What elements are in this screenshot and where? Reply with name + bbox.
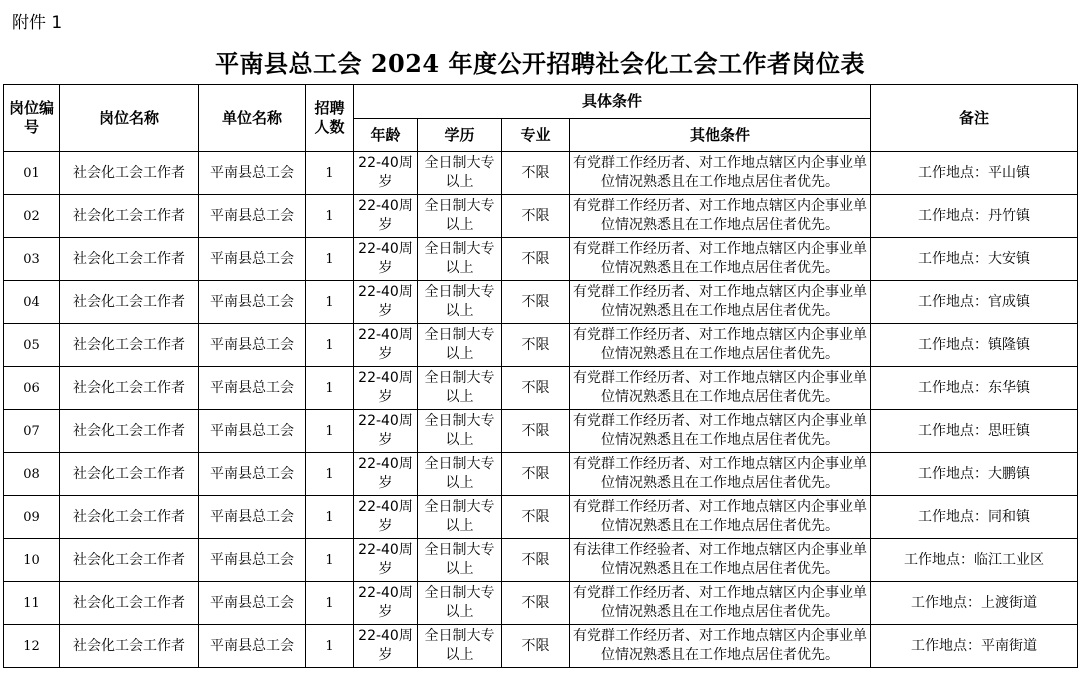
count-cell: 1 <box>306 539 354 582</box>
count-cell: 1 <box>306 281 354 324</box>
count-cell: 1 <box>306 625 354 668</box>
education-cell: 全日制大专以上 <box>418 152 502 195</box>
post-no-cell: 01 <box>4 152 60 195</box>
note-cell: 工作地点：官成镇 <box>871 281 1078 324</box>
education-cell: 全日制大专以上 <box>418 625 502 668</box>
other-conditions-cell: 有党群工作经历者、对工作地点辖区内企事业单位情况熟悉且在工作地点居住者优先。 <box>570 324 871 367</box>
age-cell: 22-40周岁 <box>354 367 418 410</box>
post-name-cell: 社会化工会工作者 <box>60 324 199 367</box>
education-cell: 全日制大专以上 <box>418 195 502 238</box>
header-major: 专业 <box>502 119 570 152</box>
age-cell: 22-40周岁 <box>354 539 418 582</box>
major-cell: 不限 <box>502 582 570 625</box>
age-cell: 22-40周岁 <box>354 152 418 195</box>
post-name-cell: 社会化工会工作者 <box>60 582 199 625</box>
post-name-cell: 社会化工会工作者 <box>60 281 199 324</box>
other-conditions-cell: 有党群工作经历者、对工作地点辖区内企事业单位情况熟悉且在工作地点居住者优先。 <box>570 496 871 539</box>
header-education: 学历 <box>418 119 502 152</box>
count-cell: 1 <box>306 367 354 410</box>
post-name-cell: 社会化工会工作者 <box>60 367 199 410</box>
table-row <box>4 539 1078 582</box>
other-conditions-cell: 有党群工作经历者、对工作地点辖区内企事业单位情况熟悉且在工作地点居住者优先。 <box>570 152 871 195</box>
other-conditions-cell: 有党群工作经历者、对工作地点辖区内企事业单位情况熟悉且在工作地点居住者优先。 <box>570 582 871 625</box>
age-cell: 22-40周岁 <box>354 238 418 281</box>
header-age: 年龄 <box>354 119 418 152</box>
unit-name-cell: 平南县总工会 <box>199 152 306 195</box>
post-no-cell: 12 <box>4 625 60 668</box>
post-name-cell: 社会化工会工作者 <box>60 496 199 539</box>
unit-name-cell: 平南县总工会 <box>199 539 306 582</box>
other-conditions-cell: 有党群工作经历者、对工作地点辖区内企事业单位情况熟悉且在工作地点居住者优先。 <box>570 410 871 453</box>
age-cell: 22-40周岁 <box>354 410 418 453</box>
count-cell: 1 <box>306 324 354 367</box>
header-other: 其他条件 <box>570 119 871 152</box>
count-cell: 1 <box>306 582 354 625</box>
major-cell: 不限 <box>502 324 570 367</box>
unit-name-cell: 平南县总工会 <box>199 238 306 281</box>
unit-name-cell: 平南县总工会 <box>199 281 306 324</box>
header-conditions: 具体条件 <box>354 85 871 119</box>
note-cell: 工作地点：平南街道 <box>871 625 1078 668</box>
unit-name-cell: 平南县总工会 <box>199 195 306 238</box>
post-name-cell: 社会化工会工作者 <box>60 195 199 238</box>
post-no-cell: 10 <box>4 539 60 582</box>
note-cell: 工作地点：大安镇 <box>871 238 1078 281</box>
table-row <box>4 453 1078 496</box>
note-cell: 工作地点：上渡街道 <box>871 582 1078 625</box>
other-conditions-cell: 有党群工作经历者、对工作地点辖区内企事业单位情况熟悉且在工作地点居住者优先。 <box>570 367 871 410</box>
post-no-cell: 06 <box>4 367 60 410</box>
table-row <box>4 410 1078 453</box>
header-post-name: 岗位名称 <box>60 85 199 152</box>
major-cell: 不限 <box>502 625 570 668</box>
note-cell: 工作地点：思旺镇 <box>871 410 1078 453</box>
unit-name-cell: 平南县总工会 <box>199 625 306 668</box>
education-cell: 全日制大专以上 <box>418 582 502 625</box>
count-cell: 1 <box>306 195 354 238</box>
education-cell: 全日制大专以上 <box>418 496 502 539</box>
attachment-label: 附件 1 <box>12 13 63 33</box>
other-conditions-cell: 有党群工作经历者、对工作地点辖区内企事业单位情况熟悉且在工作地点居住者优先。 <box>570 238 871 281</box>
major-cell: 不限 <box>502 281 570 324</box>
age-cell: 22-40周岁 <box>354 324 418 367</box>
unit-name-cell: 平南县总工会 <box>199 324 306 367</box>
education-cell: 全日制大专以上 <box>418 539 502 582</box>
education-cell: 全日制大专以上 <box>418 410 502 453</box>
post-name-cell: 社会化工会工作者 <box>60 453 199 496</box>
note-cell: 工作地点：镇隆镇 <box>871 324 1078 367</box>
other-conditions-cell: 有法律工作经验者、对工作地点辖区内企事业单位情况熟悉且在工作地点居住者优先。 <box>570 539 871 582</box>
major-cell: 不限 <box>502 496 570 539</box>
page-title: 平南县总工会 2024 年度公开招聘社会化工会工作者岗位表 <box>214 49 865 78</box>
table-row <box>4 152 1078 195</box>
post-no-cell: 07 <box>4 410 60 453</box>
major-cell: 不限 <box>502 152 570 195</box>
post-name-cell: 社会化工会工作者 <box>60 410 199 453</box>
other-conditions-cell: 有党群工作经历者、对工作地点辖区内企事业单位情况熟悉且在工作地点居住者优先。 <box>570 453 871 496</box>
education-cell: 全日制大专以上 <box>418 238 502 281</box>
post-name-cell: 社会化工会工作者 <box>60 152 199 195</box>
table-row <box>4 195 1078 238</box>
count-cell: 1 <box>306 453 354 496</box>
post-no-cell: 03 <box>4 238 60 281</box>
other-conditions-cell: 有党群工作经历者、对工作地点辖区内企事业单位情况熟悉且在工作地点居住者优先。 <box>570 195 871 238</box>
table-row <box>4 625 1078 668</box>
header-count: 招聘人数 <box>306 85 354 152</box>
note-cell: 工作地点：东华镇 <box>871 367 1078 410</box>
table-row <box>4 496 1078 539</box>
post-no-cell: 02 <box>4 195 60 238</box>
post-name-cell: 社会化工会工作者 <box>60 625 199 668</box>
other-conditions-cell: 有党群工作经历者、对工作地点辖区内企事业单位情况熟悉且在工作地点居住者优先。 <box>570 625 871 668</box>
major-cell: 不限 <box>502 453 570 496</box>
major-cell: 不限 <box>502 238 570 281</box>
post-no-cell: 11 <box>4 582 60 625</box>
age-cell: 22-40周岁 <box>354 195 418 238</box>
count-cell: 1 <box>306 152 354 195</box>
post-name-cell: 社会化工会工作者 <box>60 539 199 582</box>
header-note: 备注 <box>871 85 1078 152</box>
unit-name-cell: 平南县总工会 <box>199 367 306 410</box>
major-cell: 不限 <box>502 195 570 238</box>
age-cell: 22-40周岁 <box>354 582 418 625</box>
post-name-cell: 社会化工会工作者 <box>60 238 199 281</box>
post-no-cell: 08 <box>4 453 60 496</box>
note-cell: 工作地点：平山镇 <box>871 152 1078 195</box>
major-cell: 不限 <box>502 410 570 453</box>
unit-name-cell: 平南县总工会 <box>199 496 306 539</box>
note-cell: 工作地点：同和镇 <box>871 496 1078 539</box>
major-cell: 不限 <box>502 367 570 410</box>
table-row <box>4 281 1078 324</box>
unit-name-cell: 平南县总工会 <box>199 410 306 453</box>
note-cell: 工作地点：临江工业区 <box>871 539 1078 582</box>
other-conditions-cell: 有党群工作经历者、对工作地点辖区内企事业单位情况熟悉且在工作地点居住者优先。 <box>570 281 871 324</box>
table-row <box>4 367 1078 410</box>
unit-name-cell: 平南县总工会 <box>199 453 306 496</box>
major-cell: 不限 <box>502 539 570 582</box>
unit-name-cell: 平南县总工会 <box>199 582 306 625</box>
post-no-cell: 05 <box>4 324 60 367</box>
table-row <box>4 324 1078 367</box>
post-no-cell: 09 <box>4 496 60 539</box>
education-cell: 全日制大专以上 <box>418 453 502 496</box>
header-post-no: 岗位编号 <box>4 85 60 152</box>
positions-table <box>3 84 1078 668</box>
age-cell: 22-40周岁 <box>354 453 418 496</box>
note-cell: 工作地点：丹竹镇 <box>871 195 1078 238</box>
note-cell: 工作地点：大鹏镇 <box>871 453 1078 496</box>
table-row <box>4 582 1078 625</box>
education-cell: 全日制大专以上 <box>418 324 502 367</box>
age-cell: 22-40周岁 <box>354 625 418 668</box>
age-cell: 22-40周岁 <box>354 496 418 539</box>
table-row <box>4 238 1078 281</box>
count-cell: 1 <box>306 410 354 453</box>
post-no-cell: 04 <box>4 281 60 324</box>
age-cell: 22-40周岁 <box>354 281 418 324</box>
education-cell: 全日制大专以上 <box>418 367 502 410</box>
education-cell: 全日制大专以上 <box>418 281 502 324</box>
count-cell: 1 <box>306 238 354 281</box>
count-cell: 1 <box>306 496 354 539</box>
header-unit-name: 单位名称 <box>199 85 306 152</box>
